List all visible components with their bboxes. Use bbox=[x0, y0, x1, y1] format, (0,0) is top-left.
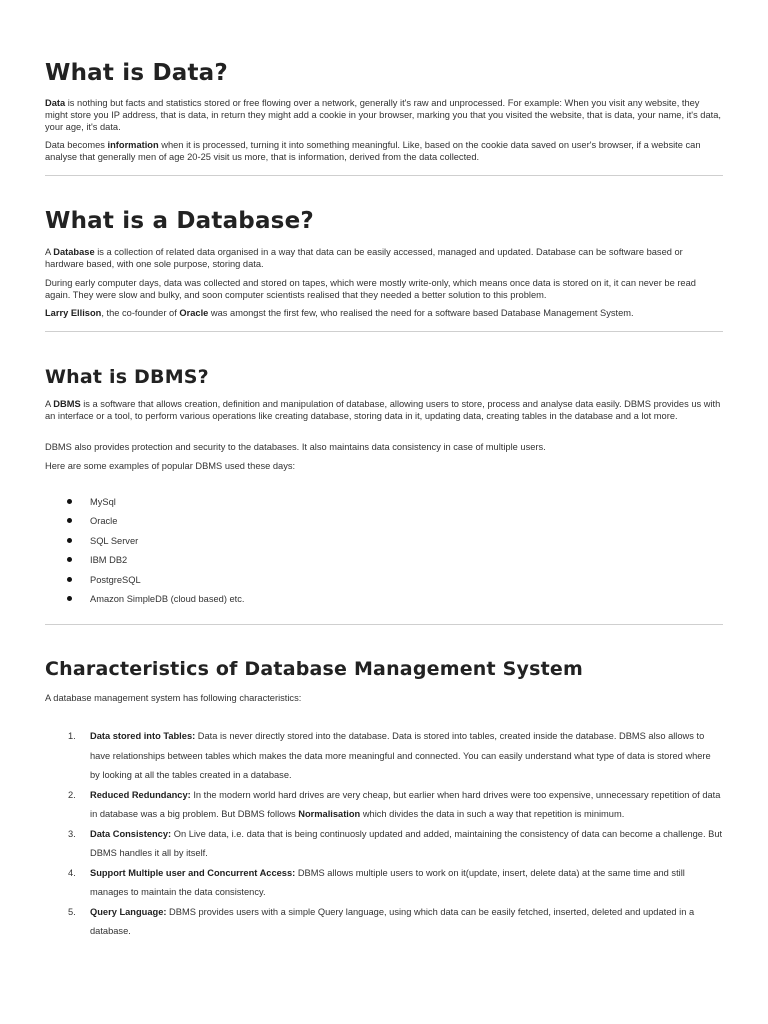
data-paragraph-1 bbox=[45, 97, 723, 133]
list-item-title: Data stored into Tables: bbox=[90, 731, 196, 741]
list-item-number: 1. bbox=[68, 731, 76, 741]
list-item-text-b: which divides the data in such a way that repetition is minimum. bbox=[360, 809, 625, 819]
data-paragraph-2-text-a: Data becomes bbox=[45, 140, 108, 150]
list-item-label: Oracle bbox=[90, 516, 118, 527]
divider-2 bbox=[45, 331, 723, 332]
list-item-number: 4. bbox=[68, 867, 76, 878]
bullet-icon bbox=[67, 538, 72, 543]
bold-data: Data bbox=[45, 98, 66, 108]
bold-oracle: Oracle bbox=[179, 308, 209, 318]
list-item-text-a: In the modern world hard drives are very cheap, but earlier when hard drives were too expensive, unnecessary repetition of data in database was a big problem. But DBMS follows bbox=[90, 789, 721, 819]
list-item bbox=[45, 572, 723, 591]
bullet-icon bbox=[67, 577, 72, 582]
data-paragraph-2-text-b: when it is processed, turning it into something meaningful. Like, based on the cookie data saved on user's browser, if a website can analyse that generally men of age 20-25 visit us more, that is information, derived from the data collected. bbox=[45, 140, 701, 162]
list-item-number: 3. bbox=[68, 828, 76, 839]
bold-information: information bbox=[107, 140, 159, 150]
heading-what-is-data: What is Data? bbox=[45, 60, 228, 86]
list-item bbox=[45, 494, 723, 513]
bullet-icon bbox=[67, 518, 72, 523]
database-paragraph-1-text-a: A bbox=[45, 247, 54, 257]
list-item-text: DBMS allows multiple users to work on it(update, insert, delete data) at the same time and still manages to maintain the data consistency. bbox=[90, 867, 685, 897]
list-item bbox=[45, 903, 723, 942]
list-item-label: SQL Server bbox=[90, 535, 139, 546]
bold-normalisation: Normalisation bbox=[298, 809, 361, 819]
list-item-number: 5. bbox=[68, 906, 76, 917]
list-item-label: MySql bbox=[90, 497, 116, 507]
database-paragraph-1 bbox=[45, 246, 723, 270]
bullet-icon bbox=[67, 596, 72, 601]
dbms-paragraph-1-text-a: A bbox=[45, 399, 54, 409]
list-item bbox=[45, 513, 723, 532]
list-item bbox=[45, 864, 723, 903]
dbms-paragraph-3: Here are some examples of popular DBMS used these days: bbox=[45, 461, 296, 471]
list-item-title: Query Language: bbox=[90, 906, 167, 917]
list-item-text: DBMS provides users with a simple Query language, using which data can be easily fetched, inserted, deleted and updated in a database. bbox=[90, 906, 695, 936]
list-item-title: Support Multiple user and Concurrent Access: bbox=[90, 867, 296, 878]
list-item-title: Data Consistency: bbox=[90, 828, 172, 839]
list-item bbox=[45, 825, 723, 864]
divider-1 bbox=[45, 175, 723, 176]
list-item-label: IBM DB2 bbox=[90, 555, 128, 566]
list-item bbox=[45, 727, 723, 786]
dbms-paragraph-1-text-b: is a software that allows creation, definition and manipulation of database, allowing users to store, process and analyse data easily. DBMS provides us with an interface or a tool, to perform various operations like creating database, storing data in it, updating data, creating tables in the database and a lot more. bbox=[45, 399, 721, 421]
database-paragraph-3 bbox=[45, 307, 723, 319]
bold-database: Database bbox=[53, 247, 95, 257]
list-item-text: Data is never directly stored into the database. Data is stored into tables, created inside the database. DBMS also allows to have relationships between tables which makes the data more meaningful and connected. You can easily understand what type of data is stored where by looking at all the tables created in a database. bbox=[90, 731, 711, 780]
bullet-icon bbox=[67, 557, 72, 562]
list-item-number: 2. bbox=[68, 789, 76, 800]
heading-characteristics: Characteristics of Database Management System bbox=[45, 658, 583, 680]
heading-what-is-database: What is a Database? bbox=[45, 208, 314, 234]
list-item bbox=[45, 786, 723, 825]
list-item bbox=[45, 533, 723, 552]
dbms-paragraph-1 bbox=[45, 398, 723, 422]
characteristics-list bbox=[45, 727, 723, 942]
list-item-label: Amazon SimpleDB (cloud based) etc. bbox=[90, 593, 245, 604]
database-paragraph-3-text-b: was amongst the first few, who realised the need for a software based Database Management System. bbox=[208, 308, 634, 318]
dbms-examples-list bbox=[45, 494, 723, 610]
list-item-text: On Live data, i.e. data that is being continuosly updated and added, maintaining the consistency of data can become a challenge. But DBMS handles it all by itself. bbox=[90, 828, 723, 858]
heading-what-is-dbms: What is DBMS? bbox=[45, 366, 209, 388]
database-paragraph-1-text-b: is a collection of related data organised in a way that data can be easily accessed, managed and updated. Database can be software based or hardware based, with one sole purpose, storing data. bbox=[45, 247, 683, 269]
database-paragraph-2: During early computer days, data was collected and stored on tapes, which were mostly write-only, which means once data is stored on it, it can never be read again. They were slow and bulky, and soon computer scientists realised that they needed a better solution to this problem. bbox=[45, 278, 696, 300]
list-item-title: Reduced Redundancy: bbox=[90, 789, 191, 800]
divider-3 bbox=[45, 624, 723, 625]
list-item bbox=[45, 591, 723, 610]
data-paragraph-2 bbox=[45, 139, 723, 163]
bold-larry-ellison: Larry Ellison bbox=[45, 308, 102, 318]
bullet-icon bbox=[67, 499, 72, 504]
list-item-label: PostgreSQL bbox=[90, 574, 141, 585]
data-paragraph-1-text: is nothing but facts and statistics stored or free flowing over a network, generally it's raw and unprocessed. For example: When you visit any website, they might store you IP address, that is data, in return they might add a cookie in your browser, marking you that you visited the website, that is data, your name, it's data, your age, it's data. bbox=[45, 98, 721, 132]
dbms-paragraph-2: DBMS also provides protection and security to the databases. It also maintains data consistency in case of multiple users. bbox=[45, 442, 546, 452]
list-item bbox=[45, 552, 723, 571]
bold-dbms: DBMS bbox=[53, 399, 81, 409]
characteristics-intro: A database management system has following characteristics: bbox=[45, 693, 302, 703]
database-paragraph-3-text-a: , the co-founder of bbox=[101, 308, 180, 318]
